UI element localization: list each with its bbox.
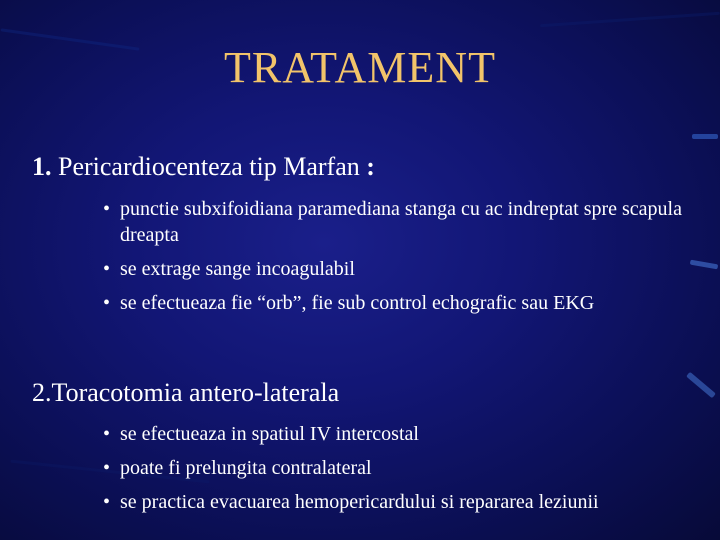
bullet-icon: • bbox=[103, 258, 111, 280]
bullet-text: se extrage sange incoagulabil bbox=[120, 258, 355, 280]
section2-heading: 2.Toracotomia antero-laterala bbox=[32, 378, 340, 407]
list-item bbox=[103, 455, 703, 481]
list-item bbox=[103, 256, 703, 282]
bullet-text: se practica evacuarea hemopericardului si repararea leziunii bbox=[120, 491, 599, 513]
bullet-icon: • bbox=[103, 423, 111, 445]
bullet-text: punctie subxifoidiana paramediana stanga cu ac indreptat spre scapula dreapta bbox=[120, 198, 682, 246]
section2-bullet-list bbox=[103, 421, 703, 523]
list-item bbox=[103, 421, 703, 447]
section1-heading-text: Pericardiocenteza tip Marfan bbox=[58, 152, 360, 181]
bullet-icon: • bbox=[103, 198, 111, 220]
section1-number: 1. bbox=[32, 152, 52, 181]
section1-heading bbox=[32, 152, 375, 182]
bullet-icon: • bbox=[103, 491, 111, 513]
section1-colon: : bbox=[366, 152, 375, 181]
decor-streak bbox=[686, 372, 716, 398]
slide-title: TRATAMENT bbox=[224, 43, 496, 92]
bullet-text: se efectueaza fie “orb”, fie sub control echografic sau EKG bbox=[120, 292, 595, 314]
list-item bbox=[103, 489, 703, 515]
list-item bbox=[103, 196, 703, 248]
bullet-text: se efectueaza in spatiul IV intercostal bbox=[120, 423, 419, 445]
bullet-text: poate fi prelungita contralateral bbox=[120, 457, 372, 479]
list-item bbox=[103, 290, 703, 316]
bullet-icon: • bbox=[103, 292, 111, 314]
decor-streak bbox=[692, 134, 718, 139]
bullet-icon: • bbox=[103, 457, 111, 479]
section1-bullet-list bbox=[103, 196, 703, 324]
decor-streak bbox=[540, 12, 720, 28]
